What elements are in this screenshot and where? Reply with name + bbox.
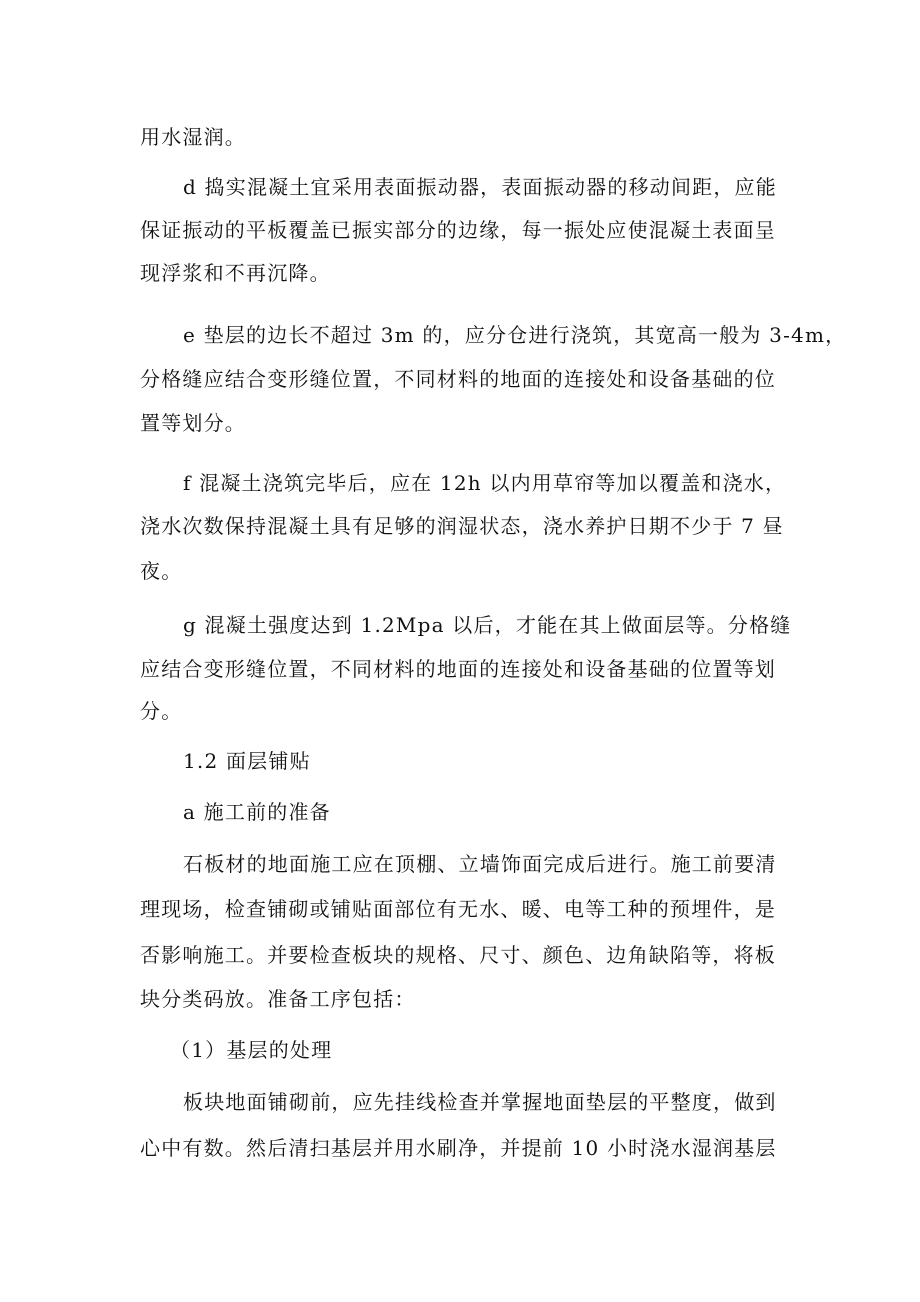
- text-line: 分。: [140, 699, 183, 723]
- text-line: 现浮浆和不再沉降。: [140, 261, 331, 285]
- text-line: 否影响施工。并要检查板块的规格、尺寸、颜色、边角缺陷等，将板: [140, 943, 776, 967]
- section-heading: 1.2 面层铺贴: [183, 749, 311, 773]
- text-line: 夜。: [140, 559, 183, 583]
- text-line: f 混凝土浇筑完毕后，应在 12h 以内用草帘等加以覆盖和浇水，: [183, 471, 787, 495]
- text-line: 心中有数。然后清扫基层并用水刷净，并提前 10 小时浇水湿润基层: [140, 1136, 777, 1160]
- text-line: 理现场，检查铺砌或铺贴面部位有无水、暖、电等工种的预埋件，是: [140, 897, 776, 921]
- text-line: 石板材的地面施工应在顶棚、立墙饰面完成后进行。施工前要清: [183, 852, 777, 876]
- text-line: 用水湿润。: [140, 125, 246, 149]
- text-line: 应结合变形缝位置，不同材料的地面的连接处和设备基础的位置等划: [140, 657, 776, 681]
- text-line: g 混凝土强度达到 1.2Mpa 以后，才能在其上做面层等。分格缝: [183, 613, 792, 637]
- subsection-heading: a 施工前的准备: [183, 800, 331, 824]
- text-line: 板块地面铺砌前，应先挂线检查并掌握地面垫层的平整度，做到: [183, 1090, 777, 1114]
- list-item-heading: （1）基层的处理: [170, 1038, 333, 1062]
- text-line: 浇水次数保持混凝土具有足够的润湿状态，浇水养护日期不少于 7 昼: [140, 514, 784, 538]
- text-line: 置等划分。: [140, 411, 246, 435]
- text-line: 块分类码放。准备工序包括：: [140, 987, 416, 1011]
- text-line: e 垫层的边长不超过 3m 的，应分仓进行浇筑，其宽高一般为 3-4m，: [183, 323, 847, 347]
- text-line: 保证振动的平板覆盖已振实部分的边缘，每一振处应使混凝土表面呈: [140, 218, 776, 242]
- text-line: d 捣实混凝土宜采用表面振动器，表面振动器的移动间距，应能: [183, 175, 777, 199]
- text-line: 分格缝应结合变形缝位置，不同材料的地面的连接处和设备基础的位: [140, 367, 776, 391]
